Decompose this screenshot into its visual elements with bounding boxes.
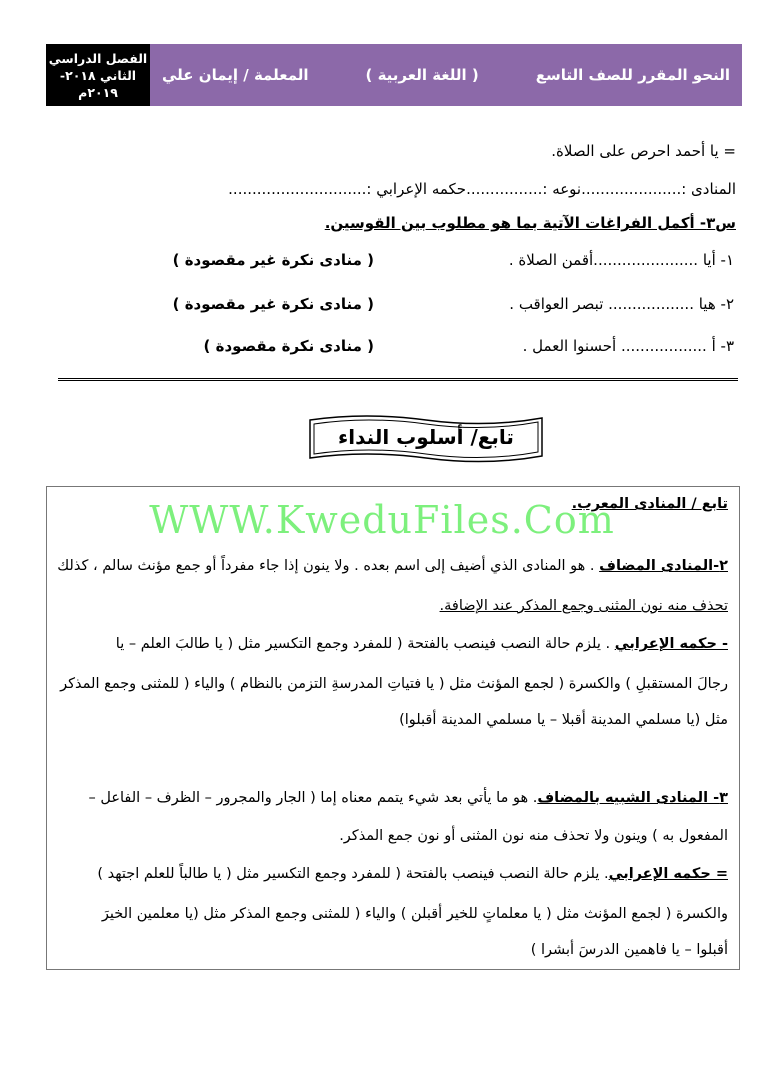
paragraph-line bbox=[56, 558, 728, 574]
exercise-hint: ( منادى نكرة غير مقصودة ) bbox=[172, 251, 374, 269]
paragraph-line: أقبلوا – يا فاهمين الدرسَ أبشرا ) bbox=[530, 942, 728, 958]
paragraph-text: . يلزم حالة النصب فينصب بالفتحة ( للمفرد وجمع التكسير مثل ( يا طالبَ العلم – يا bbox=[115, 636, 615, 652]
paragraph-line: والكسرة ( لجمع المؤنث مثل ( يا معلماتٍ للخير أقبلن ) والياء ( للمثنى وجمع المذكر مثل (يا معلمين الخيرَ bbox=[101, 906, 728, 922]
paragraph-line bbox=[56, 636, 728, 652]
paragraph-line: المفعول به ) وينون ولا تحذف منه نون المثنى أو نون جمع المذكر. bbox=[339, 828, 728, 844]
analysis-line: المنادى :.....................نوعه :................حكمه الإعرابي :............................. bbox=[228, 180, 736, 198]
exercise-item: ٢- هيا .................. تبصر العواقب . bbox=[509, 295, 734, 313]
term-line: الثاني ٢٠١٨- bbox=[59, 67, 137, 83]
subject-title: النحو المقرر للصف التاسع bbox=[535, 66, 730, 84]
paragraph-line: مثل (يا مسلمي المدينة أقبلا – يا مسلمي المدينة أقبلوا) bbox=[399, 712, 728, 728]
language-label: ( اللغة العربية ) bbox=[365, 66, 479, 84]
term-line: ٢٠١٩م bbox=[78, 84, 118, 100]
term-keyword: ٢-المنادى المضاف bbox=[599, 558, 728, 574]
exercise-item: ١- أيا ......................أقمن الصلاة . bbox=[508, 251, 734, 269]
paragraph-text: . هو المنادى الذي أضيف إلى اسم بعده . ولا ينون إذا جاء مفرداً أو جمع مؤنث سالم ، كذلك bbox=[57, 558, 600, 574]
paragraph-line bbox=[56, 790, 728, 806]
paragraph-line bbox=[56, 866, 728, 882]
exercise-hint: ( منادى نكرة غير مقصودة ) bbox=[172, 295, 374, 313]
question-title: س٣- أكمل الفراغات الآتية بما هو مطلوب بين القوسين. bbox=[324, 214, 736, 232]
banner-title: تابع/ أسلوب النداء bbox=[338, 425, 514, 449]
exercise-item: ٣- أ .................. أحسنوا العمل . bbox=[522, 337, 734, 355]
paragraph-text: . يلزم حالة النصب فينصب بالفتحة ( للمفرد وجمع التكسير مثل ( يا طالباً للعلم اجتهد ) bbox=[97, 866, 609, 882]
example-sentence: = يا أحمد احرص على الصلاة. bbox=[551, 142, 736, 160]
term-line: الفصل الدراسي bbox=[48, 50, 148, 66]
rule-keyword: = حكمه الإعرابي bbox=[608, 866, 728, 882]
section-heading: تابع / المنادى المعرب. bbox=[571, 496, 728, 512]
paragraph-line: تحذف منه نون المثنى وجمع المذكر عند الإضافة. bbox=[439, 598, 728, 614]
header-bar bbox=[150, 44, 742, 106]
paragraph-text: . هو ما يأتي بعد شيء يتمم معناه إما ( الجار والمجرور – الظرف – الفاعل – bbox=[88, 790, 538, 806]
term-keyword: ٣- المنادى الشبيه بالمضاف bbox=[537, 790, 728, 806]
section-banner bbox=[306, 412, 546, 466]
watermark: WWW.KweduFiles.Com bbox=[149, 498, 615, 542]
page-header bbox=[46, 44, 742, 106]
teacher-name: المعلمة / إيمان علي bbox=[162, 66, 309, 84]
term-box bbox=[46, 44, 150, 106]
exercise-hint: ( منادى نكرة مقصودة ) bbox=[203, 337, 374, 355]
section-divider bbox=[58, 378, 738, 381]
rule-keyword: - حكمه الإعرابي bbox=[614, 636, 728, 652]
paragraph-line: رجالَ المستقبلِ ) والكسرة ( لجمع المؤنث مثل ( يا فتياتِ المدرسةِ التزمن بالنظام ) والياء ( للمثنى وجمع المذكر bbox=[60, 676, 728, 692]
